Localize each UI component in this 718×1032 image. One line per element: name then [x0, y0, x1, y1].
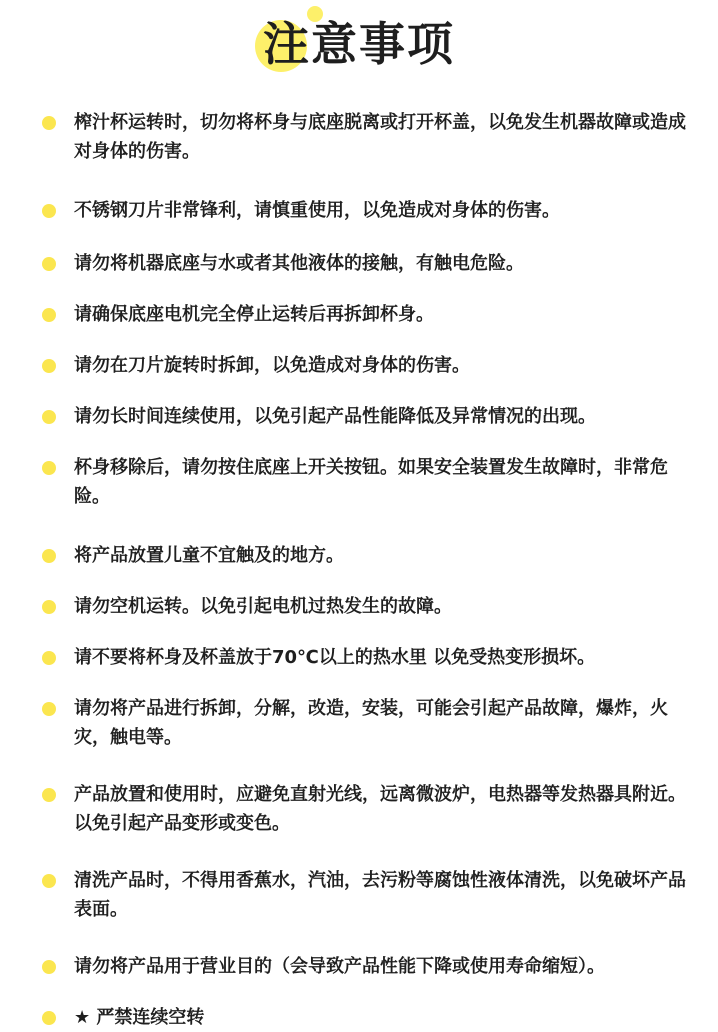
bullet-dot-icon	[42, 960, 56, 974]
list-item	[0, 108, 718, 166]
list-item-text: 请勿空机运转。以免引起电机过热发生的故障。	[74, 596, 452, 617]
list-item	[0, 300, 718, 329]
bullet-dot-icon	[42, 461, 56, 475]
list-item	[0, 1003, 718, 1032]
bullet-dot-icon	[42, 1011, 56, 1025]
list-item-text: 请不要将杯身及杯盖放于70℃以上的热水里 以免受热变形损坏。	[74, 647, 596, 668]
header	[0, 0, 718, 96]
bullet-dot-icon	[42, 600, 56, 614]
bullet-dot-icon	[42, 257, 56, 271]
list-item-text: 请勿将机器底座与水或者其他液体的接触，有触电危险。	[74, 253, 524, 274]
page-title	[263, 14, 455, 74]
bullet-dot-icon	[42, 788, 56, 802]
list-item-text: 清洗产品时，不得用香蕉水，汽油，去污粉等腐蚀性液体清洗，以免破坏产品表面。	[74, 870, 686, 920]
list-item	[0, 592, 718, 621]
list-item-text: 不锈钢刀片非常锋利，请慎重使用，以免造成对身体的伤害。	[74, 200, 560, 221]
bullet-dot-icon	[42, 651, 56, 665]
list-item-text: 请勿将产品用于营业目的（会导致产品性能下降或使用寿命缩短）。	[74, 956, 605, 977]
bullet-dot-icon	[42, 204, 56, 218]
list-item-text: 请确保底座电机完全停止运转后再拆卸杯身。	[74, 304, 434, 325]
list-item	[0, 866, 718, 924]
bullet-dot-icon	[42, 702, 56, 716]
list-item-text: 杯身移除后，请勿按住底座上开关按钮。如果安全装置发生故障时，非常危险。	[74, 457, 668, 507]
notes-list	[0, 104, 718, 1032]
list-item	[0, 694, 718, 752]
list-item-text: 请勿将产品进行拆卸，分解，改造，安装，可能会引起产品故障，爆炸，火灾，触电等。	[74, 698, 668, 748]
list-item	[0, 196, 718, 225]
list-item	[0, 541, 718, 570]
bullet-dot-icon	[42, 116, 56, 130]
list-item-text: 将产品放置儿童不宜触及的地方。	[74, 545, 344, 566]
list-item-text: 请勿在刀片旋转时拆卸，以免造成对身体的伤害。	[74, 355, 470, 376]
title-wrap	[0, 14, 718, 74]
list-item-text: ★ 严禁连续空转	[74, 1007, 205, 1028]
bullet-dot-icon	[42, 359, 56, 373]
list-item	[0, 351, 718, 380]
list-item	[0, 453, 718, 511]
bullet-dot-icon	[42, 874, 56, 888]
list-item	[0, 249, 718, 278]
list-item	[0, 780, 718, 838]
list-item-text: 榨汁杯运转时，切勿将杯身与底座脱离或打开杯盖，以免发生机器故障或造成对身体的伤害。	[74, 112, 686, 162]
page-title-text: 注意事项	[263, 17, 455, 71]
list-item-text: 产品放置和使用时，应避免直射光线，远离微波炉，电热器等发热器具附近。以免引起产品变形或变色。	[74, 784, 686, 834]
bullet-dot-icon	[42, 410, 56, 424]
list-item	[0, 402, 718, 431]
list-item-text: 请勿长时间连续使用，以免引起产品性能降低及异常情况的出现。	[74, 406, 596, 427]
bullet-dot-icon	[42, 549, 56, 563]
bullet-dot-icon	[42, 308, 56, 322]
list-item	[0, 643, 718, 672]
list-item	[0, 952, 718, 981]
